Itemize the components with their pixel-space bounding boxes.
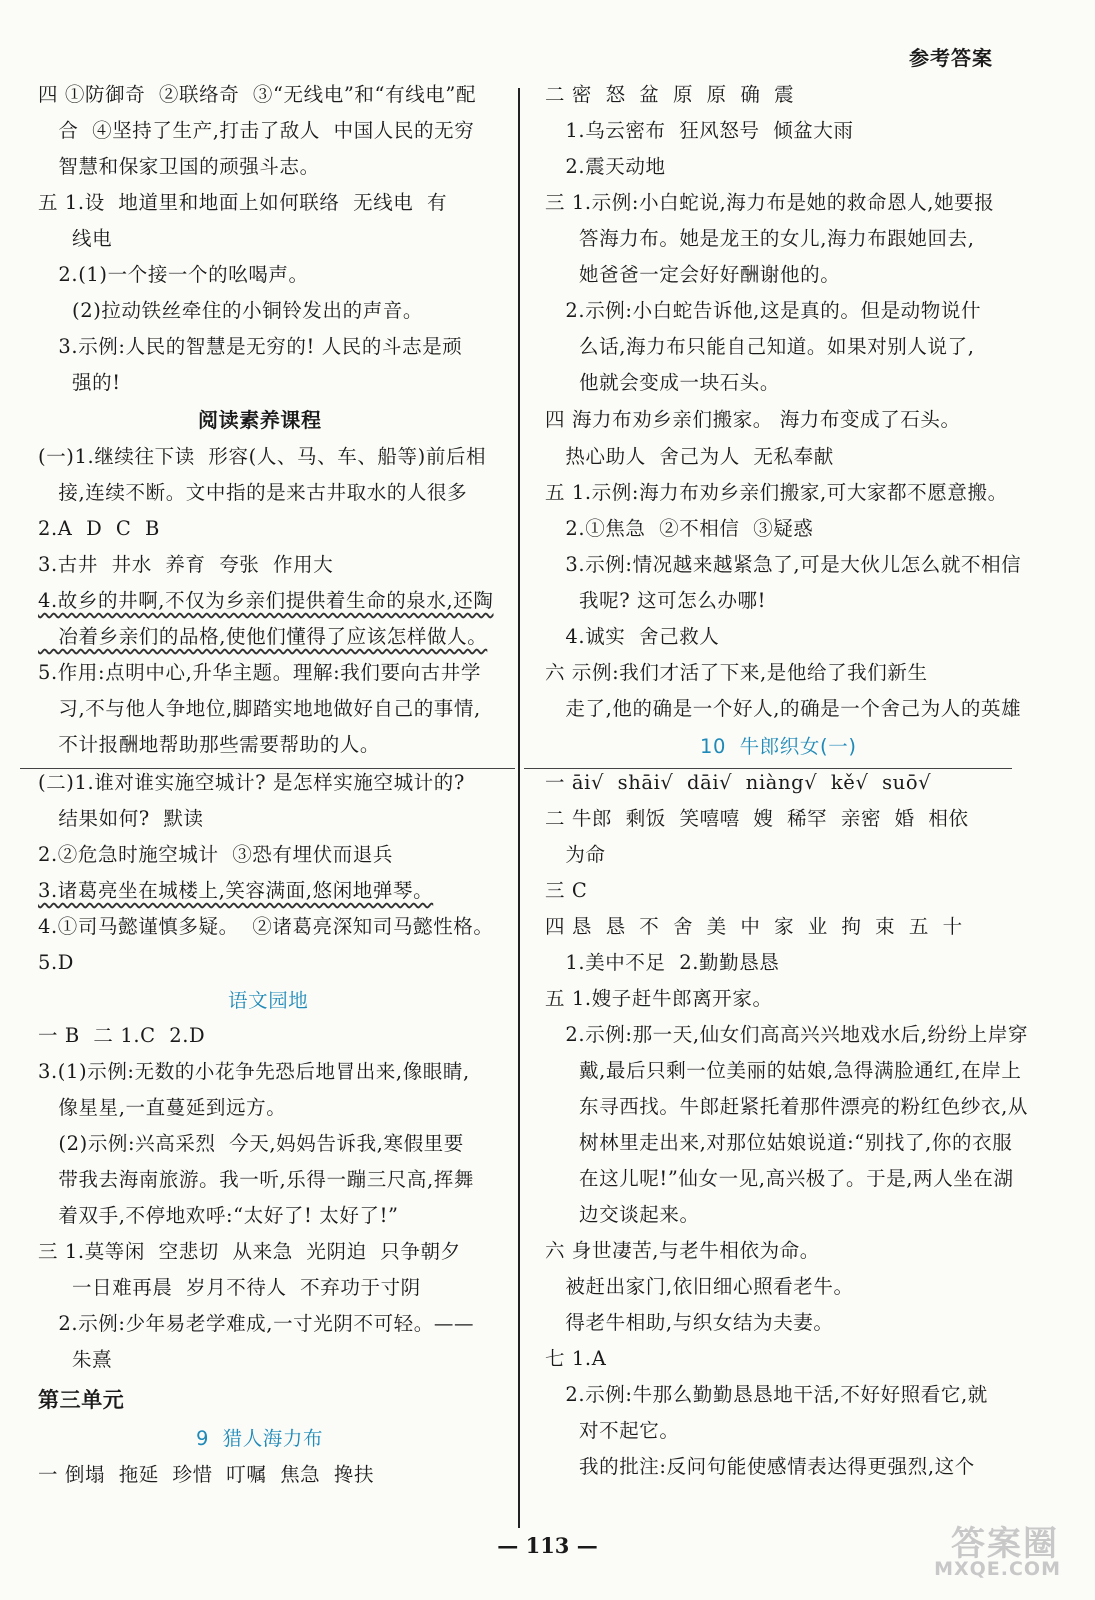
section-heading: 阅读素养课程 <box>198 408 322 432</box>
answer-line: 1.美中不足 2.勤勤恳恳 <box>545 951 780 974</box>
answer-line: 2.震天动地 <box>545 155 666 178</box>
section-heading: 语文园地 <box>228 989 309 1012</box>
answer-line: 三 1.示例:小白蛇说,海力布是她的救命恩人,她要报 <box>545 191 995 214</box>
answer-line: 2.示例:牛那么勤勤恳恳地干活,不好好照看它,就 <box>545 1383 988 1406</box>
answer-line: 对不起它。 <box>545 1419 680 1442</box>
answer-line: 一 āi√ shāi√ dāi√ niàng√ kě√ suō√ <box>545 771 932 794</box>
answer-line: 七 1.A <box>545 1347 607 1370</box>
answer-line: 她爸爸一定会好好酬谢他的。 <box>545 263 841 286</box>
answer-line: 么话,海力布只能自己知道。如果对别人说了, <box>545 335 975 358</box>
answer-line: 带我去海南旅游。我一听,乐得一蹦三尺高,挥舞 <box>38 1168 474 1191</box>
answer-line: 2.示例:小白蛇告诉他,这是真的。但是动物说什 <box>545 299 982 322</box>
answer-line: 热心助人 舍己为人 无私奉献 <box>545 445 834 468</box>
answer-line: 3.(1)示例:无数的小花争先恐后地冒出来,像眼睛, <box>38 1060 470 1083</box>
answer-line: 三 C <box>545 879 588 902</box>
answer-line: 智慧和保家卫国的顽强斗志。 <box>38 155 320 178</box>
answer-line: 接,连续不断。文中指的是来古井取水的人很多 <box>38 481 468 504</box>
watermark <box>907 1512 1067 1582</box>
answer-line: 五 1.示例:海力布劝乡亲们搬家,可大家都不愿意搬。 <box>545 481 1008 504</box>
answer-line: (二)1.谁对谁实施空城计? 是怎样实施空城计的? <box>38 771 465 794</box>
answer-line: 冶着乡亲们的品格,使他们懂得了应该怎样做人。 <box>38 625 488 648</box>
answer-line: 强的! <box>38 371 121 394</box>
answer-line: 习,不与他人争地位,脚踏实地地做好自己的事情, <box>38 697 481 720</box>
answer-line: 3.诸葛亮坐在城楼上,笑容满面,悠闲地弹琴。 <box>38 879 434 902</box>
answer-line: 1.乌云密布 狂风怒号 倾盆大雨 <box>545 119 854 142</box>
answer-line: 3.示例:人民的智慧是无穷的! 人民的斗志是顽 <box>38 335 463 358</box>
answer-line: 答海力布。她是龙王的女儿,海力布跟她回去, <box>545 227 975 250</box>
answer-line: 五 1.嫂子赶牛郎离开家。 <box>545 987 773 1010</box>
answer-line: 2.(1)一个接一个的吆喝声。 <box>38 263 309 286</box>
answer-line: 二 牛郎 剩饭 笑嘻嘻 嫂 稀罕 亲密 婚 相依 <box>545 807 969 830</box>
answer-line: (2)拉动铁丝牵住的小铜铃发出的声音。 <box>38 299 424 322</box>
section-heading: 10 牛郎织女(一) <box>700 735 857 758</box>
answer-line: 像星星,一直蔓延到远方。 <box>38 1096 287 1119</box>
answer-line: 三 1.莫等闲 空悲切 从来急 光阴迫 只争朝夕 <box>38 1240 461 1263</box>
answer-line: 2.示例:少年易老学难成,一寸光阴不可轻。—— <box>38 1312 475 1335</box>
answer-line: 在这儿呢!”仙女一见,高兴极了。于是,两人坐在湖 <box>545 1167 1014 1190</box>
answer-line: 5.D <box>38 951 75 974</box>
answer-line: 不计报酬地帮助那些需要帮助的人。 <box>38 733 380 756</box>
answer-line: 戴,最后只剩一位美丽的姑娘,急得满脸通红,在岸上 <box>545 1059 1022 1082</box>
answer-line: 四 ①防御奇 ②联络奇 ③“无线电”和“有线电”配 <box>38 83 477 106</box>
answer-line: 四 海力布劝乡亲们搬家。 海力布变成了石头。 <box>545 408 961 431</box>
answer-line: 得老牛相助,与织女结为夫妻。 <box>545 1311 834 1334</box>
answer-line: 为命 <box>545 843 606 866</box>
section-heading: 第三单元 <box>38 1388 125 1412</box>
answer-line: 2.②危急时施空城计 ③恐有埋伏而退兵 <box>38 843 394 866</box>
answer-line: 我呢? 这可怎么办哪! <box>545 589 767 612</box>
answer-line: 我的批注:反问句能使感情表达得更强烈,这个 <box>545 1455 975 1478</box>
watermark-logo: 答案圈 <box>951 1524 1059 1564</box>
answer-line: 六 示例:我们才活了下来,是他给了我们新生 <box>545 661 928 684</box>
answer-line: 着双手,不停地欢呼:“太好了! 太好了!” <box>38 1204 399 1227</box>
answer-line: (2)示例:兴高采烈 今天,妈妈告诉我,寒假里要 <box>38 1132 464 1155</box>
answer-line: 四 恳 恳 不 舍 美 中 家 业 拘 束 五 十 <box>545 915 963 938</box>
column-divider <box>518 88 520 1528</box>
answer-line: 2.A D C B <box>38 517 160 540</box>
answer-line: 一 B 二 1.C 2.D <box>38 1024 206 1047</box>
page-number: — 113 — <box>497 1533 598 1558</box>
answer-line: 他就会变成一块石头。 <box>545 371 780 394</box>
answer-line: 朱熹 <box>38 1348 113 1371</box>
answer-line: 4.①司马懿谨慎多疑。 ②诸葛亮深知司马懿性格。 <box>38 915 494 938</box>
answer-line: 被赶出家门,依旧细心照看老牛。 <box>545 1275 854 1298</box>
answer-line: 二 密 怒 盆 原 原 确 震 <box>545 83 795 106</box>
answer-line: 一 倒塌 拖延 珍惜 叮嘱 焦急 搀扶 <box>38 1463 375 1486</box>
answer-line: 边交谈起来。 <box>545 1203 700 1226</box>
answer-line: (一)1.继续往下读 形容(人、马、车、船等)前后相 <box>38 445 487 468</box>
answer-line: 一日难再晨 岁月不待人 不弃功于寸阴 <box>38 1276 421 1299</box>
answer-line: 2.示例:那一天,仙女们高高兴兴地戏水后,纷纷上岸穿 <box>545 1023 1029 1046</box>
watermark-url: MXQE.COM <box>934 1558 1061 1580</box>
section-heading: 9 猎人海力布 <box>196 1427 324 1450</box>
answer-line: 走了,他的确是一个好人,的确是一个舍己为人的英雄 <box>545 697 1022 720</box>
answer-line: 树林里走出来,对那位姑娘说道:“别找了,你的衣服 <box>545 1131 1013 1154</box>
answer-line: 3.古井 井水 养育 夸张 作用大 <box>38 553 334 576</box>
answer-line: 六 身世凄苦,与老牛相依为命。 <box>545 1239 820 1262</box>
answer-line: 合 ④坚持了生产,打击了敌人 中国人民的无穷 <box>38 119 475 142</box>
answer-line: 五 1.设 地道里和地面上如何联络 无线电 有 <box>38 191 448 214</box>
answer-line: 4.诚实 舍己救人 <box>545 625 720 648</box>
answer-line: 5.作用:点明中心,升华主题。理解:我们要向古井学 <box>38 661 481 684</box>
answer-line: 4.故乡的井啊,不仅为乡亲们提供着生命的泉水,还陶 <box>38 589 494 612</box>
answer-line: 东寻西找。牛郎赶紧托着那件漂亮的粉红色纱衣,从 <box>545 1095 1028 1118</box>
answer-line: 结果如何? 默读 <box>38 807 204 830</box>
answer-line: 2.①焦急 ②不相信 ③疑惑 <box>545 517 814 540</box>
answer-line: 线电 <box>38 227 113 250</box>
header-title: 参考答案 <box>909 46 993 70</box>
answer-line: 3.示例:情况越来越紧急了,可是大伙儿怎么就不相信 <box>545 553 1022 576</box>
